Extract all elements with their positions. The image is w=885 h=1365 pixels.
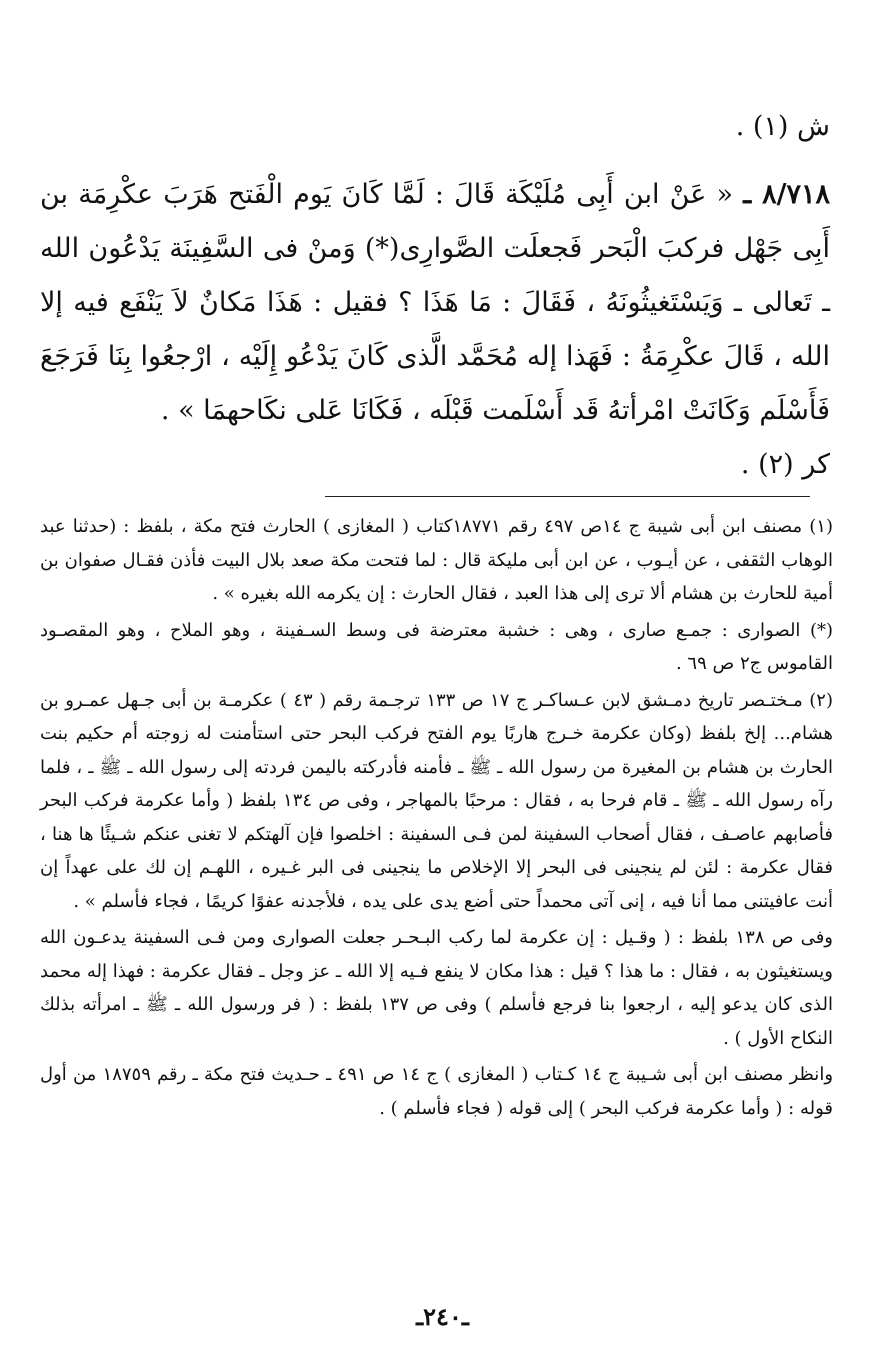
hadith-source-line: كر (٢) . [740, 449, 830, 480]
footnote-divider [325, 496, 810, 497]
hadith-paragraph [40, 168, 830, 438]
footnote-text: مصنف ابن أبى شيبة ج ١٤ص ٤٩٧ رقم ١٨٧٧١كتاب ( المغازى ) الحارث فتح مكة ، بلفظ : (حدثنا عبد الوهاب الثقفى ، عن أيـوب ، عن ابن أبى مليكة قال : لما فتحت مكة صعد بلال البيت فأذن فقـال صفوان بن أمية للحارث بن هشام ألا ترى إلى هذا العبد ، فقال الحارث : إن يكرمه الله بغيره » . [40, 516, 833, 604]
hadith-number: ٨/٧١٨ ـ [743, 179, 831, 210]
footnote-marker: (*) [809, 619, 833, 641]
footnote-2-continuation [40, 921, 833, 1055]
footnotes [40, 510, 833, 1128]
footnote-marker: (٢) [809, 689, 833, 711]
footnote-marker: (١) [809, 516, 833, 537]
footnote-1 [40, 510, 833, 611]
hadith-text: « عَنْ ابن أَبِى مُلَيْكَة قَالَ : لَمَّا كَانَ يَوم الْفَتح هَرَبَ عكْرِمَة بن أَبِى جَهْل فركبَ الْبَحر فَجعلَت الصَّوارِى(*) وَمنْ فى السَّفِينَة يَدْعُون الله ـ تَعالى ـ وَيَسْتَغيثُونَهُ ، فَقَالَ : مَا هَذَا ؟ فقيل : هَذَا مَكانٌ لاَ يَنْفَع فيه إلا الله ، قَالَ عكْرِمَةُ : فَهَذا إله مُحَمَّد الَّذى كَانَ يَدْعُو إِلَيْه ، ارْجعُوا بِنَا فَرَجَعَ فَأَسْلَم وَكَانَتْ امْرأتهُ قَد أَسْلَمت قَبْلَه ، فَكَانَا عَلى نكَاحهمَا » . [40, 179, 830, 426]
footnote-text: الصوارى : جمـع صارى ، وهى : خشبة معترضة فى وسط السـفينة ، وهو الملاح ، وهو المقصـود القاموس ج٢ ص ٦٩ . [40, 619, 833, 674]
footnote-text: مـختـصر تاريخ دمـشق لابن عـساكـر ج ١٧ ص ١٣٣ ترجـمة رقم ( ٤٣ ) عكرمـة بن أبى جـهل عمـرو بن هشام... إلخ بلفظ (وكان عكرمة خـرج هاربًا يوم الفتح فركب البحر حتى استأمنت له زوجته أم حكيم بنت الحارث بن هشام بن المغيرة من رسول الله ـ ﷺ ـ فأمنه فأدركته باليمن فردته إلى رسول الله ـ ﷺ ـ ، فلما رآه رسول الله ـ ﷺ ـ قام فرحا به ، فقال : مرحبًا بالمهاجر ، وفى ص ١٣٤ بلفظ ( وأما عكرمة فركب البحر فأصابهم عاصـف ، فقال أصحاب السفينة لمن فـى السفينة : اخلصوا فإن آلهتكم لا تغنى عنكم شـيئًا ها هنا ، فقال عكرمة : لئن لم ينجينى فى البحر إلا الإخلاص ما ينجينى فى البر غـيره ، اللهـم إن لك على عهداً إن أنت عافيتنى مما أنا فيه ، إنى آتى محمداً حتى أضع يدى على يده ، فلأجدنه عفوًا كريمًا ، فجاء فأسلم » . [40, 689, 833, 912]
footnote-text: وفى ص ١٣٨ بلفظ : ( وقـيل : إن عكرمة لما ركب البـحـر جعلت الصوارى ومن فـى السفينة يدعـون الله ويستغيثون به ، فقال : ما هذا ؟ قيل : هذا مكان لا ينفع فـيه إلا الله ـ عز وجل ـ فقال عكرمة : فهذا إله محمد الذى كان يدعو إليه ، ارجعوا بنا فرجع فأسلم ) وفى ص ١٣٧ بلفظ : ( فر ورسول الله ـ ﷺ ـ امرأته بذلك النكاح الأول ) . [40, 927, 833, 1049]
footnote-star [40, 614, 833, 681]
page-number: ـ٢٤٠ـ [416, 1302, 469, 1331]
footnote-2-see-also [40, 1058, 833, 1125]
main-text [40, 100, 830, 492]
footnote-2 [40, 684, 833, 919]
previous-source-line: ش (١) . [735, 111, 830, 142]
footnote-text: وانظر مصنف ابن أبى شـيبة ج ١٤ كـتاب ( المغازى ) ج ١٤ ص ٤٩١ ـ حـديث فتح مكة ـ رقم ١٨٧٥٩ من أول قوله : ( وأما عكرمة فركب البحر ) إلى قوله ( فجاء فأسلم ) . [40, 1064, 834, 1119]
